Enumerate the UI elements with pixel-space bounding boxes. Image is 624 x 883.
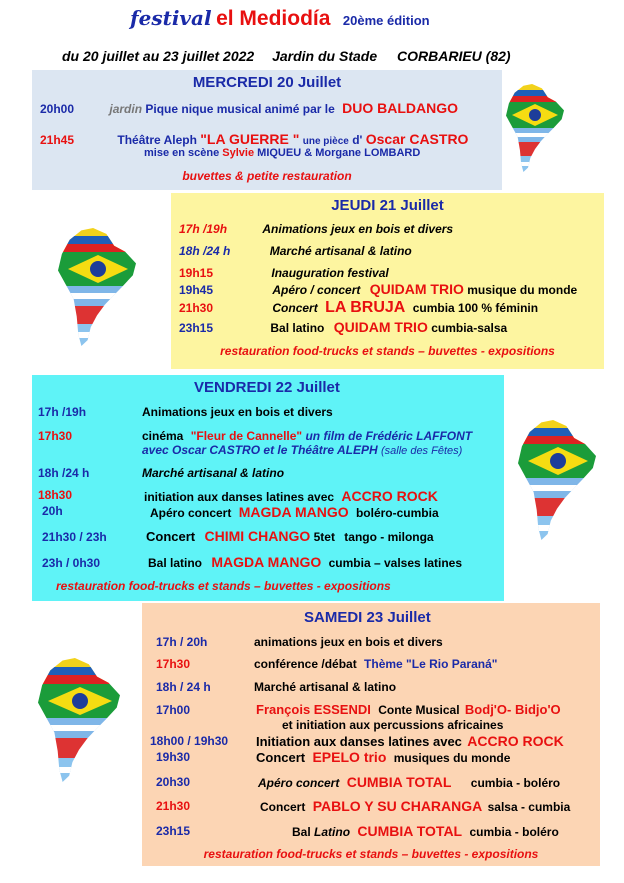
genre: boléro-cumbia [355, 506, 439, 520]
film-title: "Fleur de Cannelle" [190, 429, 303, 443]
artist: François ESSENDI [256, 702, 371, 717]
type: Apéro / concert [272, 283, 361, 297]
type: cinéma [142, 429, 184, 443]
thursday-box [171, 193, 604, 369]
title-festival-word: festival [130, 6, 212, 30]
activity: Inauguration festival [271, 266, 389, 280]
fri-row-2 [38, 429, 72, 443]
friday-title: VENDREDI 22 Juillet [194, 379, 340, 396]
film-venue: (salle des Fêtes) [380, 445, 463, 457]
time: 19h45 [179, 283, 214, 297]
south-america-flags-image-2 [58, 228, 136, 346]
show-title: Bodj'O- Bidjo'O [464, 702, 561, 717]
time: 23h15 [179, 321, 214, 335]
artist: ACCRO ROCK [341, 488, 438, 504]
time: 17h / 20h [156, 635, 208, 649]
thu-row-2 [179, 244, 412, 258]
artist: MAGDA MANGO [211, 554, 322, 570]
type: Concert [260, 800, 306, 814]
sat-row-2-activity [254, 657, 497, 671]
type: Concert [256, 750, 306, 765]
theme: Thème "Le Rio Paraná" [364, 657, 498, 671]
director-first: Sylvie [222, 147, 255, 159]
time: 23h15 [156, 824, 191, 838]
fri-row-4 [38, 488, 72, 502]
genre: musiques du monde [393, 751, 511, 765]
saturday-footer: restauration food-trucks et stands – buvettes - expositions [203, 847, 539, 861]
fri-row-4-activity [144, 488, 438, 504]
time: 17h30 [38, 429, 73, 443]
genre: cumbia-salsa [431, 321, 508, 335]
type: Concert [146, 529, 196, 544]
fri-row-5-activity [150, 504, 439, 520]
festival-title [130, 6, 430, 31]
type: Bal [292, 825, 311, 839]
thursday-footer: restauration food-trucks et stands – buvettes - expositions [220, 344, 555, 358]
time: 18h /24 h [38, 466, 90, 480]
genre: tango - milonga [344, 530, 434, 544]
activity: Marché artisanal & latino [254, 680, 397, 694]
fri-row-7-activity [148, 554, 462, 570]
type: Bal latino [148, 556, 203, 570]
genre: musique du monde [467, 283, 578, 297]
fri-row-2-activity [142, 429, 472, 443]
activity: Pique nique musical animé par le [145, 102, 335, 116]
fri-row-7 [42, 556, 100, 570]
saturday-title: SAMEDI 23 Juillet [304, 609, 431, 626]
time: 18h / 24 h [156, 680, 211, 694]
activity: initiation aux danses latines avec [144, 490, 335, 504]
artist: QUIDAM TRIO [333, 319, 428, 335]
wednesday-box [32, 70, 502, 190]
play-of: d' [352, 133, 363, 147]
thu-row-4 [179, 281, 577, 297]
place: jardin [109, 102, 143, 116]
time: 18h00 / 19h30 [150, 734, 229, 748]
sat-row-2 [156, 657, 190, 671]
sat-row-9 [156, 824, 190, 838]
time: 21h30 [156, 799, 191, 813]
venue: Jardin du Stade [272, 48, 378, 64]
type: conférence /débat [254, 657, 357, 671]
thu-row-6 [179, 319, 507, 335]
artist: MAGDA MANGO [238, 504, 349, 520]
south-america-flags-image-1 [506, 84, 564, 172]
wed-row-2 [40, 131, 468, 147]
sat-row-4b [282, 718, 503, 732]
artist: CUMBIA TOTAL [357, 823, 463, 839]
sat-row-3 [156, 680, 211, 694]
type: Concert [272, 301, 318, 315]
activity: Animations jeux en bois et divers [142, 405, 333, 419]
genre: cumbia 100 % féminin [412, 301, 539, 315]
time: 20h30 [156, 775, 191, 789]
type-2: Latino [314, 825, 351, 839]
fri-row-3-activity [142, 466, 284, 480]
sat-row-3-activity [254, 680, 396, 694]
sat-row-8-activity [260, 798, 570, 814]
title-festival-name: el Mediodía [216, 7, 331, 30]
time: 19h30 [156, 750, 191, 764]
artist: PABLO Y SU CHARANGA [312, 798, 483, 814]
artist: CHIMI CHANGO [204, 528, 311, 544]
time: 17h /19h [179, 222, 228, 236]
time: 23h / 0h30 [42, 556, 101, 570]
artist: DUO BALDANGO [342, 100, 459, 116]
wednesday-title: MERCREDI 20 Juillet [192, 74, 342, 91]
time: 17h30 [156, 657, 191, 671]
time: 20h00 [40, 102, 75, 116]
genre: cumbia - boléro [470, 776, 561, 790]
author: Oscar CASTRO [365, 131, 469, 147]
staging-label: mise en scène [144, 147, 220, 159]
south-america-flags-image-3 [518, 420, 596, 540]
sat-row-5 [150, 734, 228, 748]
ensemble: 5tet [313, 530, 335, 544]
sat-row-5-activity [256, 733, 564, 749]
dates-line [62, 48, 511, 64]
activity: Animations jeux en bois et divers [262, 222, 454, 236]
time: 18h /24 h [179, 244, 231, 258]
fri-row-3 [38, 466, 89, 480]
friday-box [32, 375, 504, 601]
wed-row-3 [144, 147, 420, 159]
play-desc: une pièce [302, 136, 349, 147]
genre: cumbia – valses latines [328, 556, 463, 570]
type: Conte Musical [378, 703, 460, 717]
activity: Initiation aux danses latines avec [256, 734, 462, 749]
wed-row-1 [40, 100, 458, 116]
activity: Marché artisanal & latino [269, 244, 412, 258]
fri-row-2b [142, 443, 462, 457]
time: 17h00 [156, 703, 191, 717]
sat-row-4 [156, 703, 190, 717]
artist: LA BRUJA [325, 299, 406, 316]
time: 21h30 [179, 301, 214, 315]
film-director: un film de Frédéric LAFFONT [305, 429, 473, 443]
thu-row-5 [179, 299, 538, 317]
type: Apéro concert [150, 506, 232, 520]
play-title: "LA GUERRE " [200, 131, 300, 147]
sat-row-6 [156, 750, 190, 764]
thursday-title: JEUDI 21 Juillet [331, 197, 444, 214]
fri-row-6-activity [146, 528, 434, 544]
thu-row-3 [179, 266, 389, 280]
sat-row-7-activity [258, 774, 560, 790]
sat-row-8 [156, 799, 190, 813]
genre: cumbia - boléro [469, 825, 559, 839]
directors: MIQUEU & Morgane LOMBARD [257, 147, 421, 159]
time: 21h30 / 23h [42, 530, 107, 544]
thu-row-1 [179, 222, 453, 236]
artist: EPELO trio [312, 749, 387, 765]
genre: salsa - cumbia [487, 800, 571, 814]
fri-row-1 [38, 405, 86, 419]
type: Apéro concert [258, 776, 340, 790]
film-cast: avec Oscar CASTRO et le Théâtre ALEPH [142, 443, 378, 457]
south-america-flags-image-4 [38, 658, 120, 782]
activity: et initiation aux percussions africaines [282, 718, 504, 732]
sat-row-7 [156, 775, 190, 789]
sat-row-9-activity [292, 823, 559, 839]
time: 21h45 [40, 133, 75, 147]
fri-row-1-activity [142, 405, 333, 419]
edition-label: 20ème édition [342, 13, 430, 28]
time: 20h [42, 504, 63, 518]
date-range: du 20 juillet au 23 juillet 2022 [62, 48, 255, 64]
activity: animations jeux en bois et divers [254, 635, 443, 649]
theatre-name: Théâtre Aleph [117, 133, 197, 147]
fri-row-5 [42, 504, 63, 518]
sat-row-1-activity [254, 635, 443, 649]
friday-footer: restauration food-trucks et stands – buvettes - expositions [56, 579, 391, 593]
sat-row-4-activity [256, 702, 561, 717]
artist: CUMBIA TOTAL [346, 774, 452, 790]
fri-row-6 [42, 530, 107, 544]
time: 19h15 [179, 266, 214, 280]
saturday-box [142, 603, 600, 866]
time: 18h30 [38, 488, 73, 502]
activity: Marché artisanal & latino [142, 466, 285, 480]
sat-row-1 [156, 635, 207, 649]
type: Bal latino [270, 321, 325, 335]
wednesday-footer: buvettes & petite restauration [182, 169, 352, 183]
artist: QUIDAM TRIO [369, 281, 464, 297]
artist: ACCRO ROCK [467, 733, 564, 749]
time: 17h /19h [38, 405, 87, 419]
sat-row-6-activity [256, 749, 510, 765]
town: CORBARIEU (82) [397, 48, 511, 64]
